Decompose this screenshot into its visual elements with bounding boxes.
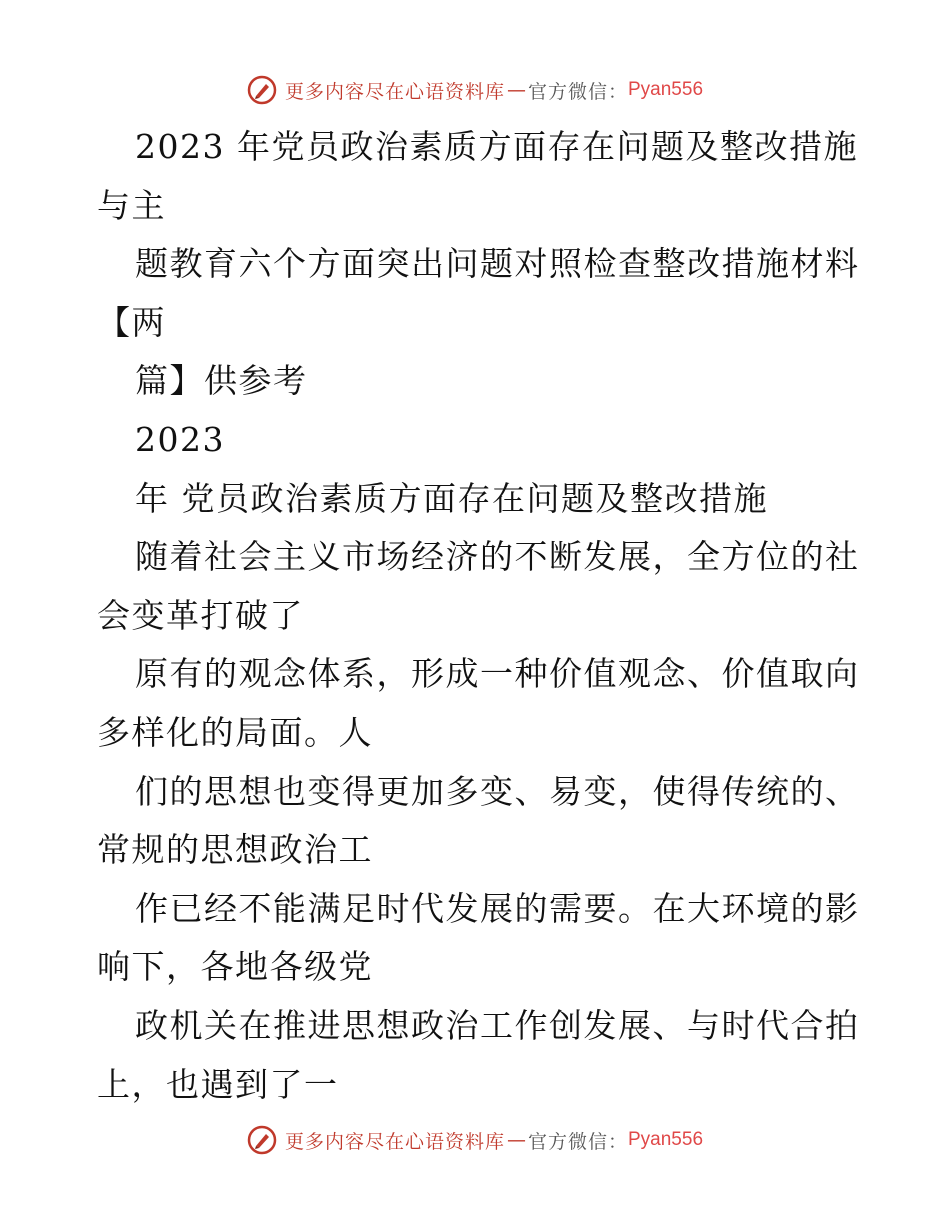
text-line: 2023 (135, 419, 225, 459)
watermark-text: 更多内容尽在心语资料库 (284, 80, 505, 103)
text-line: 篇】供参考 (135, 361, 308, 401)
watermark-wechat-label: 官方微信： (527, 1130, 628, 1153)
text-line: 会变革打破了 (97, 595, 304, 635)
watermark-wechat-label: 官方微信： (527, 80, 628, 103)
text-line: 【两 (97, 302, 166, 342)
watermark-text: 更多内容尽在心语资料库 (284, 1130, 505, 1153)
text-line: 2023 年党员政治素质方面存在问题及整改措施 (135, 127, 858, 166)
text-line: 题教育六个方面突出问题对照检查整改措施材料 (135, 244, 860, 284)
watermark-separator: — (506, 1129, 526, 1151)
watermark-separator: — (506, 79, 526, 101)
text-line: 作已经不能满足时代发展的需要。在大环境的影 (135, 888, 860, 928)
text-line: 年 党员政治素质方面存在问题及整改措施 (135, 478, 768, 518)
text-line: 与主 (97, 185, 166, 225)
footer-watermark (0, 1120, 950, 1160)
pen-logo-icon (247, 75, 277, 105)
header-watermark (0, 70, 950, 110)
text-line: 响下，各地各级党 (97, 947, 373, 987)
watermark-wechat-id: Pyan556 (628, 79, 704, 100)
text-line: 上，也遇到了一 (97, 1064, 339, 1104)
text-line: 多样化的局面。人 (97, 712, 373, 752)
text-line: 原有的观念体系，形成一种价值观念、价值取向 (135, 654, 860, 694)
text-line: 们的思想也变得更加多变、易变，使得传统的、 (135, 771, 860, 811)
pen-logo-icon (247, 1125, 277, 1155)
text-line: 随着社会主义市场经济的不断发展，全方位的社 (135, 537, 860, 577)
text-line: 政机关在推进思想政治工作创发展、与时代合拍 (135, 1005, 860, 1045)
text-line: 常规的思想政治工 (97, 830, 373, 870)
watermark-wechat-id: Pyan556 (628, 1129, 704, 1150)
document-body (97, 118, 860, 1114)
